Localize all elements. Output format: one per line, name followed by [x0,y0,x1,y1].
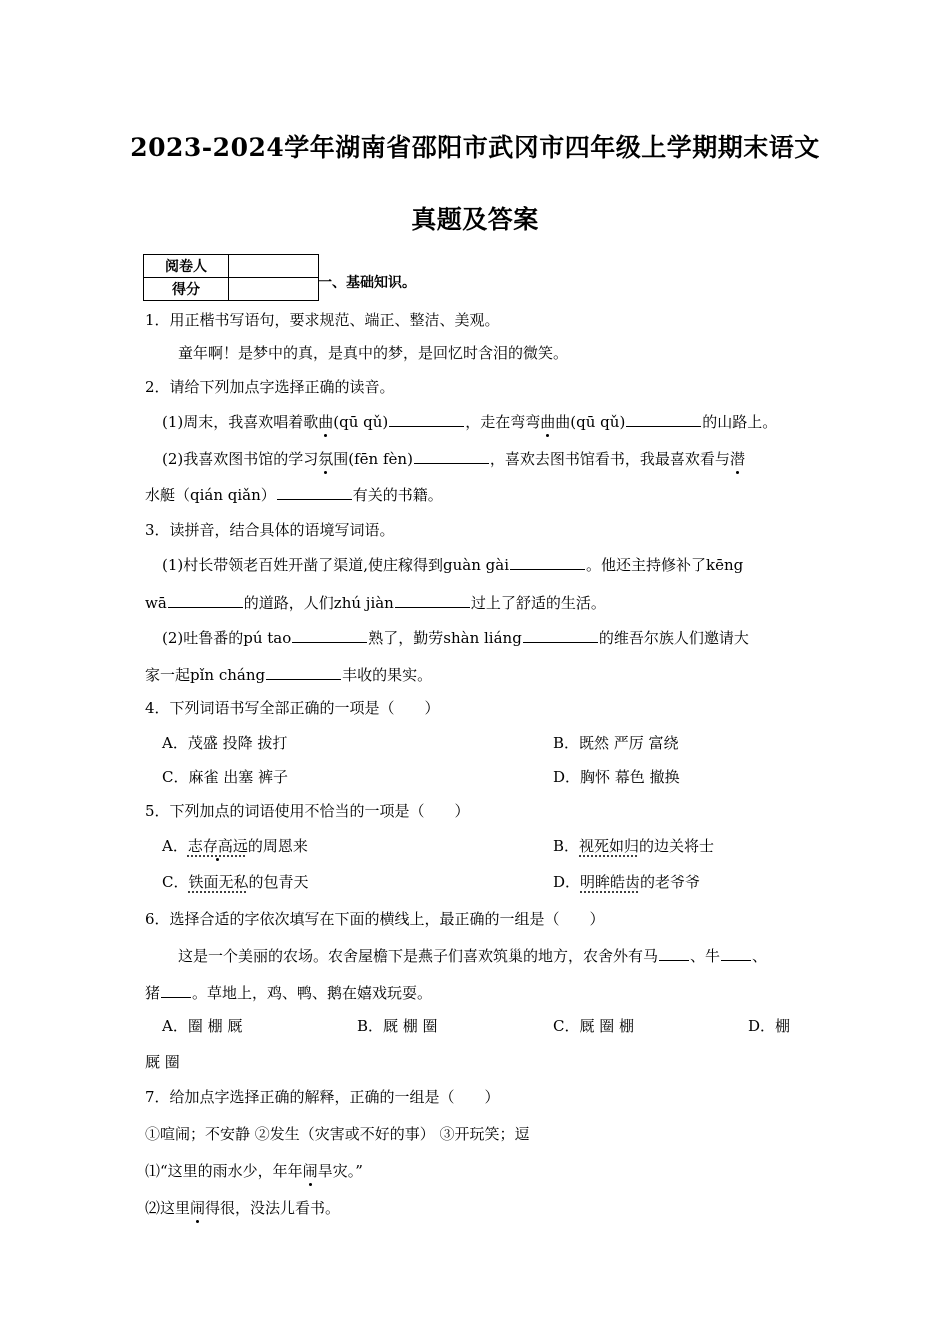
score-table [143,254,319,301]
q4-option-b[interactable]: B．既然 严厉 富绕 [553,734,679,752]
option-letter: A． [162,837,188,855]
q2-stem: 2．请给下列加点字选择正确的读音。 [145,378,395,396]
q7-meanings: ①喧闹；不安静 ②发生（灾害或不好的事） ③开玩笑；逗 [145,1125,530,1143]
dotted-char: 潜 [729,450,745,468]
q2-p1-c: ，走在弯弯 [465,413,541,431]
q1-stem: 1．用正楷书写语句，要求规范、端正、整洁、美观。 [145,311,500,329]
q5-option-d[interactable] [553,872,700,892]
q5-option-a[interactable] [162,836,308,856]
answer-blank[interactable] [161,982,191,998]
q2-p2-d: 水艇（qián qiǎn） [145,486,276,504]
option-rest: 的老爷爷 [640,873,701,891]
q2-p2-a: (2)我喜欢图书馆的学习 [162,450,319,468]
dotted-word: 铁面无私 [188,873,249,891]
score-value [229,278,319,301]
q4-option-d[interactable]: D．胸怀 幕色 撤换 [553,768,680,786]
q6-passage [178,945,767,966]
q3-p2-d: 家一起pǐn cháng [145,666,266,684]
q7-s2-b: 得很，没法儿看书。 [205,1199,341,1217]
q2-p1-e: 的山路上。 [702,413,778,431]
q6-option-a[interactable]: A．圈 棚 厩 [162,1017,243,1035]
q6-passage-cont [145,982,432,1003]
q3-p1-b: 。他还主持修补了kēng [586,556,744,574]
title-line-1: 2023-2024学年湖南省邵阳市武冈市四年级上学期期末语文 [130,133,820,162]
dotted-word: 明眸皓齿 [580,873,641,891]
q6-passage-b: 、牛 [690,947,721,965]
q2-part2-cont [145,484,443,505]
answer-blank[interactable] [168,592,243,608]
q3-p2-a: (2)吐鲁番的pú tao [162,629,292,647]
q3-p2-c: 的维吾尔族人们邀请大 [598,629,749,647]
dotted-word: 视死如归 [579,837,640,855]
answer-blank[interactable] [395,592,470,608]
dotted-char: 曲 [318,413,334,431]
reader-value [229,255,319,278]
q3-stem: 3．读拼音，结合具体的语境写词语。 [145,521,395,539]
q6-passage-d: 猪 [145,984,161,1002]
q6-stem: 6．选择合适的字依次填写在下面的横线上，最正确的一组是（ ） [145,910,605,928]
q3-part2-cont [145,664,432,685]
q3-part1-cont [145,592,606,613]
q3-part1 [162,554,743,575]
q3-p2-b: 熟了，勤劳shàn liáng [368,629,522,647]
q3-part2 [162,627,749,648]
q6-option-d[interactable]: D．棚 [748,1017,791,1035]
q7-stem: 7．给加点字选择正确的解释，正确的一组是（ ） [145,1088,500,1106]
dotted-char: 闹 [190,1199,206,1217]
q5-option-c[interactable] [162,872,309,892]
q2-part1 [162,411,777,432]
dotted-char: 闹 [302,1162,318,1180]
dotted-word: 志存高远 [187,837,248,855]
q6-passage-e: 。草地上，鸡、鸭、鹅在嬉戏玩耍。 [192,984,433,1002]
q7-sentence-1 [145,1161,363,1181]
q3-p1-c: wā [145,594,167,612]
q2-p2-e: 有关的书籍。 [352,486,443,504]
q2-p1-a: (1)周末，我喜欢唱着歌 [162,413,319,431]
answer-blank[interactable] [277,484,352,500]
q2-p1-b: (qū qǔ) [333,413,389,431]
q2-p2-b: 围(fēn fèn) [333,450,413,468]
title-line-2: 真题及答案 [411,205,539,234]
reader-label: 阅卷人 [144,255,229,278]
answer-blank[interactable] [389,411,464,427]
q7-s2-a: ⑵这里 [145,1199,191,1217]
q3-p2-e: 丰收的果实。 [342,666,433,684]
answer-blank[interactable] [721,945,751,961]
q1-sentence: 童年啊！是梦中的真，是真中的梦，是回忆时含泪的微笑。 [178,344,569,362]
q5-option-b[interactable] [553,836,714,856]
q2-p1-d: 曲(qū qǔ) [555,413,626,431]
q4-option-c[interactable]: C．麻雀 出塞 裤子 [162,768,289,786]
q6-option-b[interactable]: B．厩 棚 圈 [357,1017,438,1035]
answer-blank[interactable] [414,448,489,464]
q3-p1-d: 的道路，人们zhú jiàn [243,594,394,612]
option-rest: 的包青天 [248,873,309,891]
q7-s1-a: ⑴“这里的雨水少，年年 [145,1162,303,1180]
answer-blank[interactable] [292,627,367,643]
q4-option-a[interactable]: A．茂盛 投降 拔打 [162,734,288,752]
answer-blank[interactable] [523,627,598,643]
q7-sentence-2 [145,1198,340,1218]
answer-blank[interactable] [626,411,701,427]
q6-option-d-cont: 厩 圈 [145,1053,180,1071]
answer-blank[interactable] [659,945,689,961]
q4-stem: 4．下列词语书写全部正确的一项是（ ） [145,699,440,717]
q6-passage-a: 这是一个美丽的农场。农舍屋檐下是燕子们喜欢筑巢的地方，农舍外有马 [178,947,659,965]
q5-stem: 5．下列加点的词语使用不恰当的一项是（ ） [145,802,470,820]
q2-p2-c: ，喜欢去图书馆看书，我最喜欢看与 [489,450,730,468]
section-heading: 一、基础知识。 [318,275,416,291]
option-letter: C． [162,873,189,891]
q3-p1-e: 过上了舒适的生活。 [470,594,606,612]
option-rest: 的边关将士 [639,837,715,855]
q2-part2 [162,448,745,469]
option-letter: D． [553,873,581,891]
answer-blank[interactable] [510,554,585,570]
option-rest: 的周恩来 [247,837,308,855]
answer-blank[interactable] [266,664,341,680]
q6-option-c[interactable]: C．厩 圈 棚 [553,1017,635,1035]
q7-s1-b: 旱灾。” [317,1162,363,1180]
dotted-char: 氛 [318,450,334,468]
dotted-char: 曲 [540,413,556,431]
q6-passage-c: 、 [752,947,768,965]
score-label: 得分 [144,278,229,301]
q3-p1-a: (1)村长带领老百姓开凿了渠道,使庄稼得到guàn gài [162,556,509,574]
option-letter: B． [553,837,580,855]
